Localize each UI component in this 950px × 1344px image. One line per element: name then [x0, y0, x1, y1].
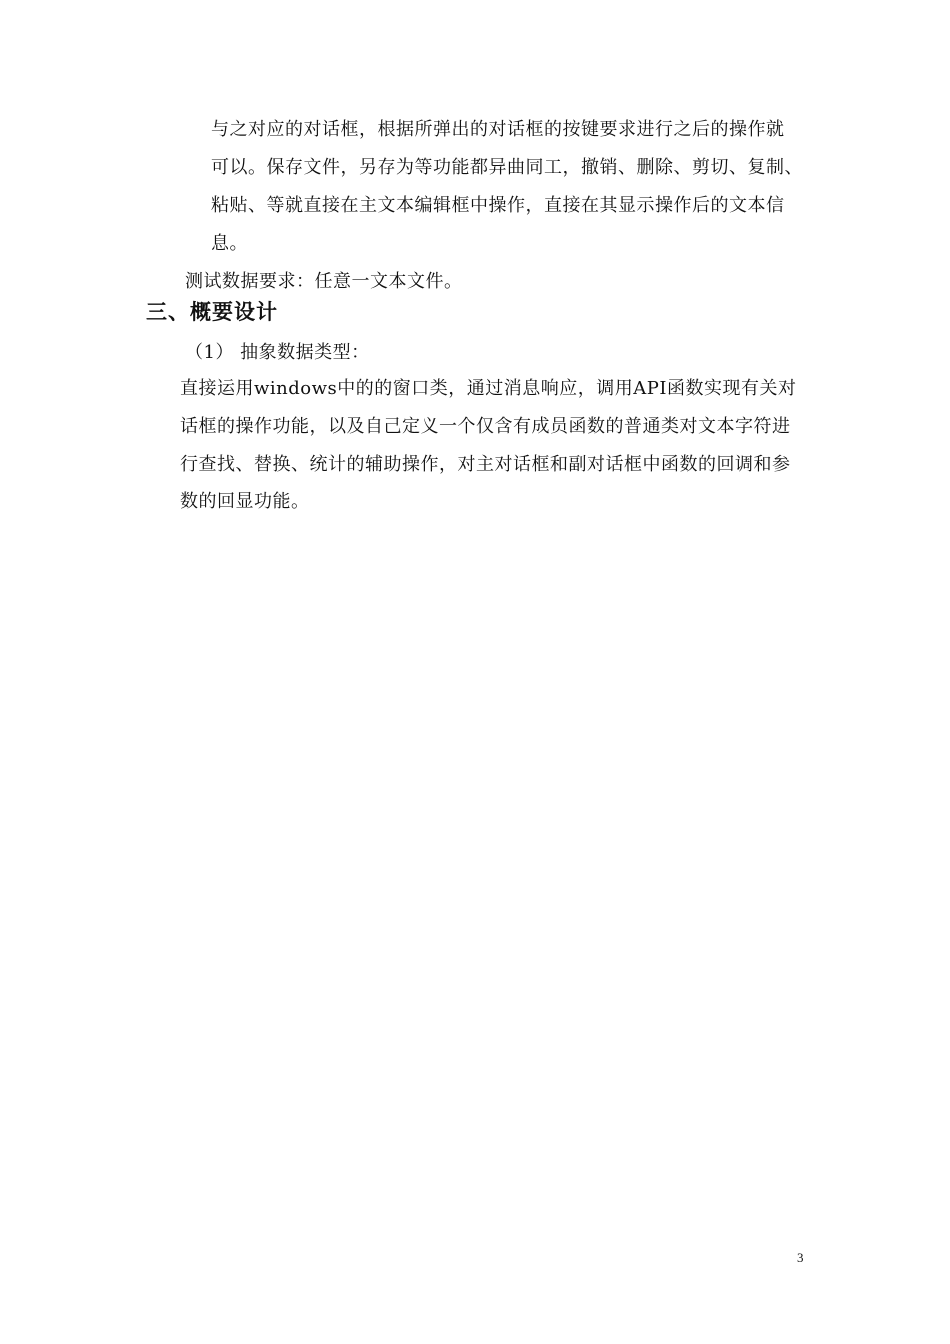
paragraph-line: 可以。保存文件，另存为等功能都异曲同工，撤销、删除、剪切、复制、 — [211, 157, 803, 178]
paragraph-line: 粘贴、等就直接在主文本编辑框中操作，直接在其显示操作后的文本信 — [211, 195, 785, 216]
paragraph-line: 话框的操作功能，以及自己定义一个仅含有成员函数的普通类对文本字符进 — [180, 416, 791, 437]
paragraph-line: 行查找、替换、统计的辅助操作，对主对话框和副对话框中函数的回调和参 — [180, 454, 791, 475]
test-data-requirement: 测试数据要求：任意一文本文件。 — [185, 271, 463, 292]
section-heading: 三、概要设计 — [146, 300, 278, 324]
paragraph-line: 直接运用windows中的的窗口类，通过消息响应，调用API函数实现有关对 — [180, 378, 797, 399]
paragraph-line: 数的回显功能。 — [180, 491, 310, 512]
list-item-label: （1） 抽象数据类型： — [185, 342, 370, 363]
page-number: 3 — [797, 1250, 804, 1265]
paragraph-line: 息。 — [211, 233, 248, 254]
paragraph-line: 与之对应的对话框，根据所弹出的对话框的按键要求进行之后的操作就 — [211, 119, 785, 140]
